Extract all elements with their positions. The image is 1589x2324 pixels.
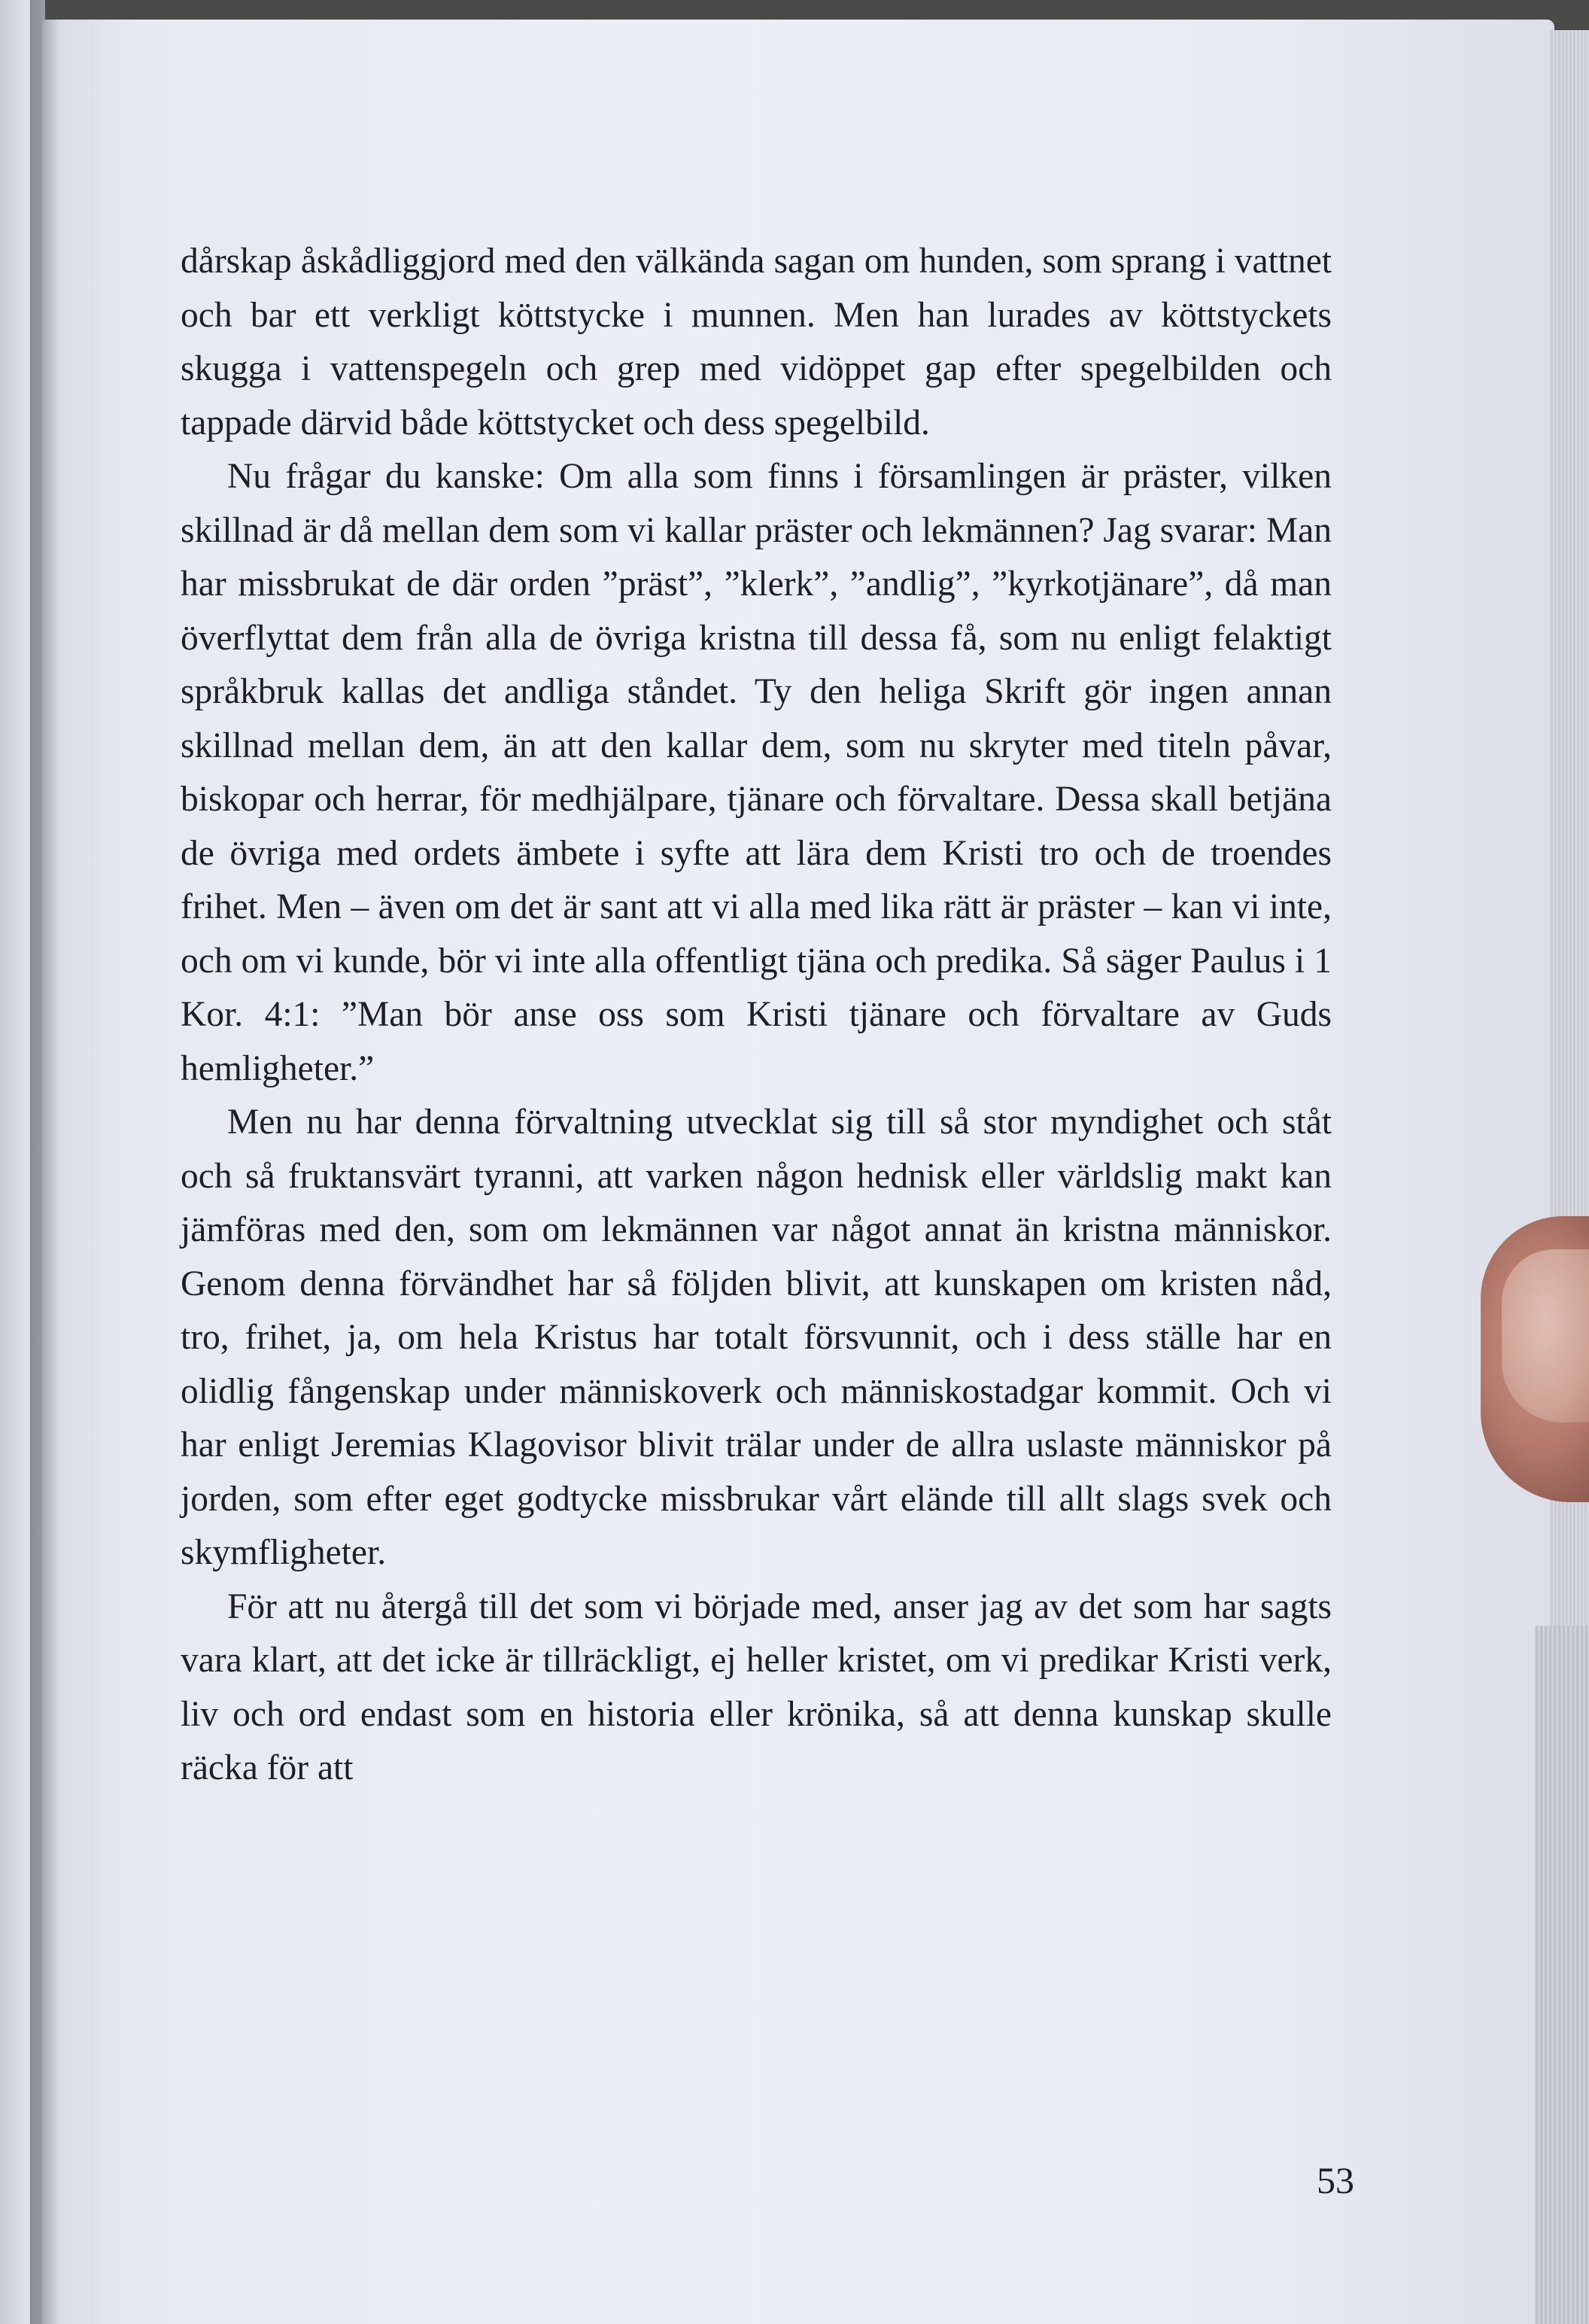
page-edges-right-lower [1535,1626,1589,2324]
paragraph-2: Nu frågar du kanske: Om alla som finns i församlingen är präster, vilken skillnad är då mellan dem som vi kallar präster och lekmännen? Jag svarar: Man har missbrukat de där orden ”präst”, ”klerk”, ”andlig”, ”kyrkotjänare”, då man överflyttat dem från alla de övriga kristna till dessa få, som nu enligt felaktigt språkbruk kallas det andliga ståndet. Ty den heliga Skrift gör ingen annan skillnad mellan dem, än att den kallar dem, som nu skryter med titeln påvar, biskopar och herrar, för medhjälpare, tjänare och förvaltare. Dessa skall betjäna de övriga med ordets ämbete i syfte att lära dem Kristi tro och de troendes frihet. Men – även om det är sant att vi alla med lika rätt är präster – kan vi inte, och om vi kunde, bör vi inte alla offentligt tjäna och predika. Så säger Paulus i 1 Kor. 4:1: ”Man bör anse oss som Kristi tjänare och förvaltare av Guds hemligheter.” [181,457,1332,1088]
paragraph-4: För att nu återgå till det som vi började med, anser jag av det som har sagts vara klart, att det icke är tillräckligt, ej heller kristet, om vi predikar Kristi verk, liv och ord endast som en historia eller krönika, så att denna kunskap skulle räcka för att [181,1586,1332,1787]
spine-shadow [30,0,60,2324]
thumbnail [1502,1249,1589,1422]
paragraph-1: dårskap åskådliggjord med den välkända sagan om hunden, som sprang i vattnet och bar ett verkligt köttstycke i munnen. Men han lurades av köttstyckets skugga i vattenspegeln och grep med vidöppet gap efter spegelbilden och tappade därvid både köttstycket och dess spegelbild. [181,242,1332,443]
paragraph-3: Men nu har denna förvaltning utvecklat sig till så stor myndighet och ståt och så fruktansvärt tyranni, att varken någon hednisk eller världslig makt kan jämföras med den, som om lekmännen var något annat än kristna människor. Genom denna förvändhet har så följden blivit, att kunskapen om kristen nåd, tro, frihet, ja, om hela Kristus har totalt försvunnit, och i dess ställe har en olidlig fångenskap under människoverk och människostadgar kommit. Och vi har enligt Jeremias Klagovisor blivit trälar under de allra uslaste människor på jorden, som efter eget godtycke missbrukar vårt elände till allt slags svek och skymfligheter. [181,1103,1332,1572]
page-number: 53 [1317,2159,1354,2201]
body-text [181,235,1332,1796]
